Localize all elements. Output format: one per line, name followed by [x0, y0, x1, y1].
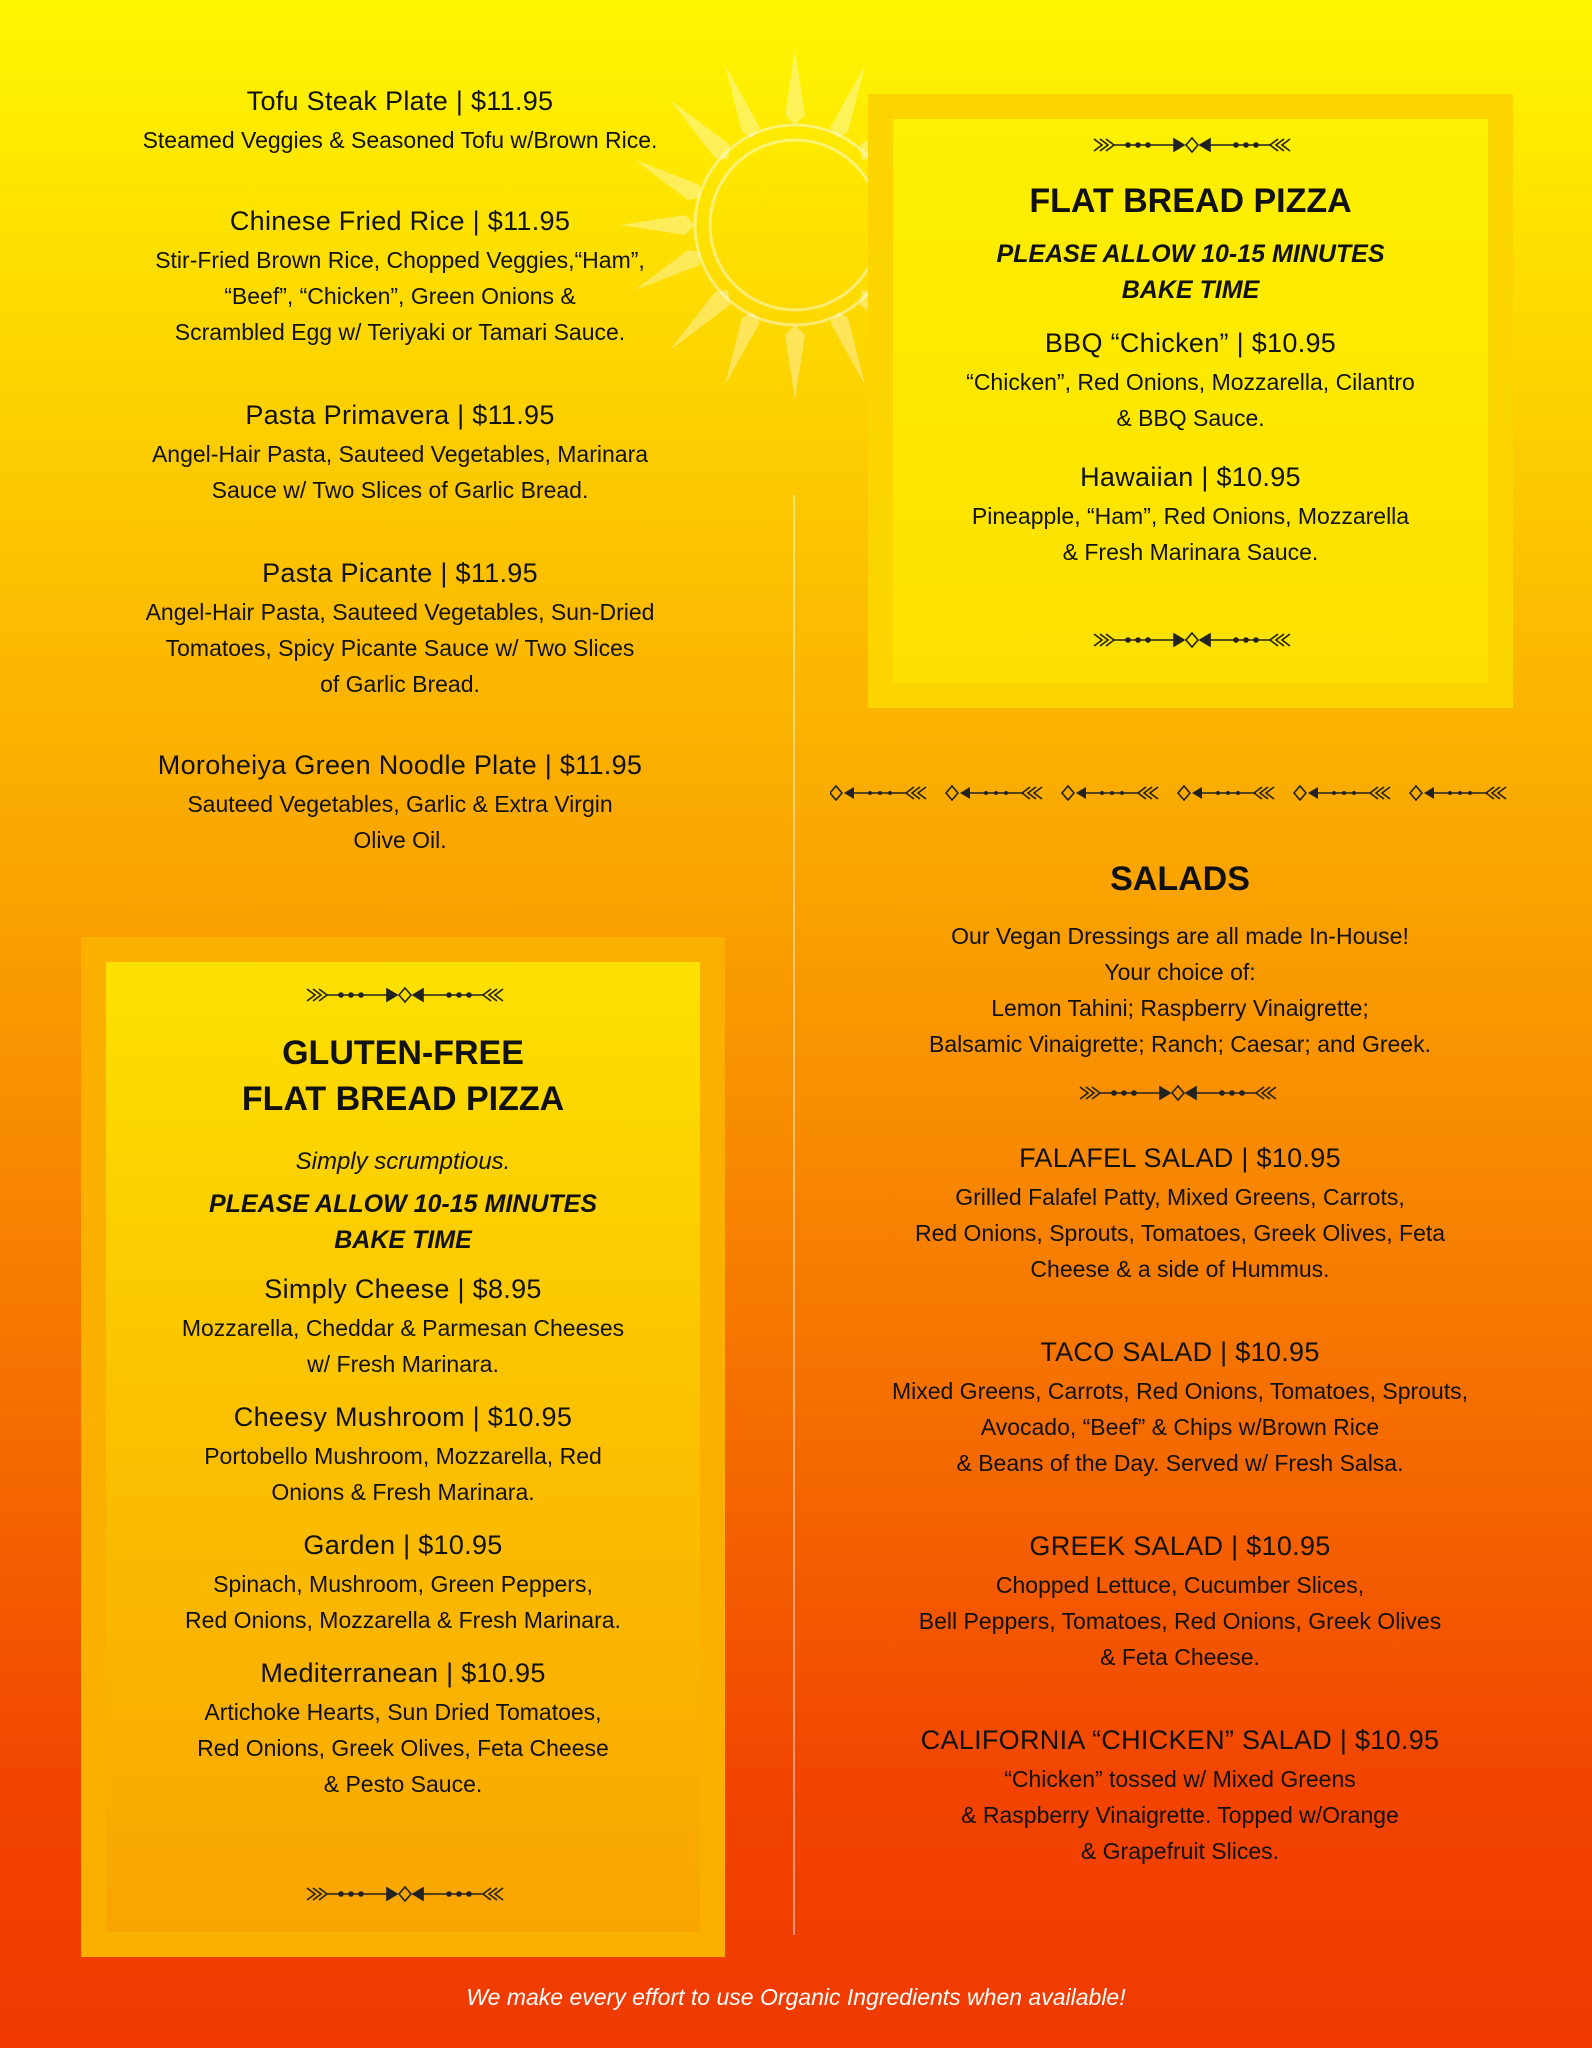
menu-item-title: Mediterranean | $10.95 — [260, 1658, 546, 1688]
menu-item-desc: Angel-Hair Pasta, Sauteed Vegetables, Marinara — [151, 441, 649, 467]
bake-time-note: PLEASE ALLOW 10-15 MINUTES — [208, 1190, 597, 1218]
menu-item-desc: & Pesto Sauce. — [323, 1771, 483, 1797]
menu-item — [106, 1272, 700, 1382]
menu-item — [893, 326, 1488, 436]
menu-item-desc: & Grapefruit Slices. — [1080, 1838, 1280, 1864]
ornament-divider-icon — [1092, 135, 1292, 155]
menu-item-title: Hawaiian | $10.95 — [1080, 462, 1301, 492]
menu-item-desc: & Fresh Marinara Sauce. — [1062, 539, 1319, 565]
bake-time-note: BAKE TIME — [334, 1226, 472, 1254]
menu-item-title: Simply Cheese | $8.95 — [264, 1274, 542, 1304]
menu-item-title: Moroheiya Green Noodle Plate | $11.95 — [157, 750, 643, 780]
menu-item-title: Cheesy Mushroom | $10.95 — [233, 1402, 573, 1432]
menu-item — [106, 1656, 700, 1802]
menu-item-desc: Portobello Mushroom, Mozzarella, Red — [204, 1443, 602, 1469]
menu-item-title: TACO SALAD | $10.95 — [1040, 1337, 1320, 1367]
menu-item-title: Pasta Primavera | $11.95 — [245, 400, 555, 430]
dressing-intro: Our Vegan Dressings are all made In-House! — [951, 923, 1409, 949]
menu-item-desc: Stir-Fried Brown Rice, Chopped Veggies,“Ham”, — [155, 247, 645, 273]
section-title: FLAT BREAD PIZZA — [241, 1080, 565, 1118]
menu-item-title: BBQ “Chicken” | $10.95 — [1044, 328, 1337, 358]
menu-item-title: GREEK SALAD | $10.95 — [1029, 1531, 1331, 1561]
menu-item-desc: Angel-Hair Pasta, Sauteed Vegetables, Sun-Dried — [145, 599, 655, 625]
ornament-divider-icon — [1092, 630, 1292, 650]
menu-item-desc: Mozzarella, Cheddar & Parmesan Cheeses — [181, 1315, 625, 1341]
menu-item — [60, 204, 740, 350]
menu-item-desc: Chopped Lettuce, Cucumber Slices, — [995, 1572, 1365, 1598]
menu-item-desc: “Chicken” tossed w/ Mixed Greens — [1004, 1766, 1356, 1792]
menu-item-title: Pasta Picante | $11.95 — [262, 558, 538, 588]
menu-item — [60, 84, 740, 158]
menu-item-desc: Scrambled Egg w/ Teriyaki or Tamari Sauce. — [174, 319, 626, 345]
menu-item-desc: of Garlic Bread. — [320, 671, 480, 697]
menu-item-desc: Cheese & a side of Hummus. — [1030, 1256, 1330, 1282]
menu-item — [60, 398, 740, 508]
menu-item-desc: Red Onions, Sprouts, Tomatoes, Greek Olives, Feta — [914, 1220, 1446, 1246]
menu-item-desc: Pineapple, “Ham”, Red Onions, Mozzarella — [971, 503, 1410, 529]
menu-item-desc: & Raspberry Vinaigrette. Topped w/Orange — [961, 1802, 1399, 1828]
menu-item-desc: Mixed Greens, Carrots, Red Onions, Tomatoes, Sprouts, — [891, 1378, 1469, 1404]
menu-item-desc: Red Onions, Greek Olives, Feta Cheese — [197, 1735, 609, 1761]
menu-item-desc: Avocado, “Beef” & Chips w/Brown Rice — [980, 1414, 1380, 1440]
menu-item — [820, 1141, 1540, 1287]
dressing-intro: Lemon Tahini; Raspberry Vinaigrette; — [991, 995, 1369, 1021]
menu-item-desc: “Chicken”, Red Onions, Mozzarella, Cilantro — [966, 369, 1415, 395]
section-title: SALADS — [1110, 860, 1250, 898]
menu-item-desc: Bell Peppers, Tomatoes, Red Onions, Greek Olives — [918, 1608, 1442, 1634]
gluten-free-content — [106, 1030, 700, 1802]
menu-item — [106, 1400, 700, 1510]
ornament-divider-icon — [305, 1884, 505, 1904]
bake-time-note: PLEASE ALLOW 10-15 MINUTES — [996, 240, 1385, 268]
menu-item — [820, 1723, 1540, 1869]
menu-item-desc: “Beef”, “Chicken”, Green Onions & — [224, 283, 576, 309]
left-menu-column — [60, 84, 740, 858]
menu-item-desc: & Feta Cheese. — [1100, 1644, 1260, 1670]
menu-item — [106, 1528, 700, 1638]
ornament-divider-icon — [1078, 1083, 1278, 1103]
menu-item-title: Chinese Fried Rice | $11.95 — [229, 206, 571, 236]
menu-item — [60, 748, 740, 858]
menu-item-desc: & BBQ Sauce. — [1116, 405, 1265, 431]
menu-item-desc: w/ Fresh Marinara. — [307, 1351, 499, 1377]
menu-item-desc: Artichoke Hearts, Sun Dried Tomatoes, — [204, 1699, 602, 1725]
menu-item-desc: Red Onions, Mozzarella & Fresh Marinara. — [185, 1607, 621, 1633]
menu-item-title: Tofu Steak Plate | $11.95 — [246, 86, 554, 116]
menu-item-title: CALIFORNIA “CHICKEN” SALAD | $10.95 — [920, 1725, 1440, 1755]
section-title: FLAT BREAD PIZZA — [1029, 182, 1352, 220]
footer-note: We make every effort to use Organic Ingredients when available! — [466, 1984, 1126, 2010]
menu-item-desc: Sauce w/ Two Slices of Garlic Bread. — [211, 477, 589, 503]
menu-item-title: FALAFEL SALAD | $10.95 — [1019, 1143, 1341, 1173]
dressing-intro: Your choice of: — [1104, 959, 1256, 985]
menu-item-desc: & Beans of the Day. Served w/ Fresh Salsa. — [956, 1450, 1404, 1476]
menu-item-desc: Olive Oil. — [353, 827, 447, 853]
menu-item-desc: Tomatoes, Spicy Picante Sauce w/ Two Slices — [165, 635, 635, 661]
salads-section — [820, 856, 1540, 1062]
ornament-divider-icon — [305, 985, 505, 1005]
menu-item-desc: Sauteed Vegetables, Garlic & Extra Virgin — [187, 791, 613, 817]
menu-item-title: Garden | $10.95 — [303, 1530, 503, 1560]
menu-item-desc: Steamed Veggies & Seasoned Tofu w/Brown Rice. — [142, 127, 658, 153]
bake-time-note: BAKE TIME — [1121, 276, 1260, 304]
tagline: Simply scrumptious. — [295, 1148, 511, 1175]
section-title: GLUTEN-FREE — [282, 1034, 524, 1072]
ornament-border-icon — [830, 783, 1530, 803]
menu-item-desc: Onions & Fresh Marinara. — [271, 1479, 535, 1505]
menu-item — [820, 1529, 1540, 1675]
menu-item — [60, 556, 740, 702]
column-divider — [793, 495, 795, 1935]
dressing-intro: Balsamic Vinaigrette; Ranch; Caesar; and Greek. — [929, 1031, 1431, 1057]
menu-item — [893, 460, 1488, 570]
salad-items — [820, 1141, 1540, 1869]
flat-bread-content — [893, 178, 1488, 570]
menu-item-desc: Spinach, Mushroom, Green Peppers, — [213, 1571, 593, 1597]
menu-item-desc: Grilled Falafel Patty, Mixed Greens, Carrots, — [955, 1184, 1405, 1210]
menu-item — [820, 1335, 1540, 1481]
